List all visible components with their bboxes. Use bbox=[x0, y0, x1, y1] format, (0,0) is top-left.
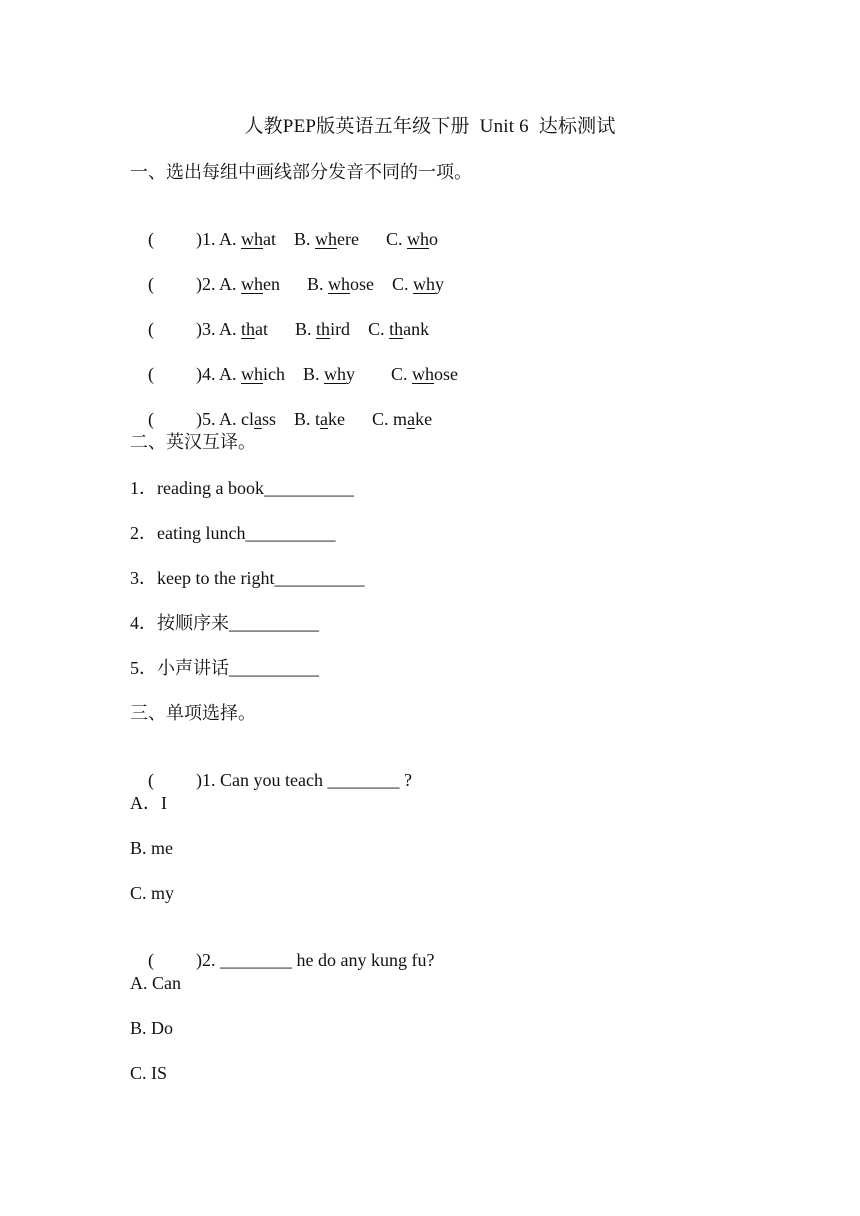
choice-q2-option-c: C. IS bbox=[130, 1063, 168, 1083]
choice-q2-option-b: B. Do bbox=[130, 1018, 174, 1038]
translation-item-1: 1．reading a book__________ bbox=[130, 478, 354, 498]
section-3-heading: 三、单项选择。 bbox=[130, 703, 256, 723]
phonics-question-5: ( )5. A. class B. take C. make bbox=[148, 409, 433, 429]
page-title: 人教PEP版英语五年级下册 Unit 6 达标测试 bbox=[244, 116, 616, 137]
choice-q1-option-c: C. my bbox=[130, 883, 175, 903]
choice-q1-option-b: B. me bbox=[130, 838, 173, 858]
translation-item-5: 5．小声讲话__________ bbox=[130, 658, 319, 678]
phonics-question-1: ( )1. A. what B. where C. who bbox=[148, 229, 439, 249]
phonics-question-3: ( )3. A. that B. third C. thank bbox=[148, 319, 430, 339]
translation-item-2: 2．eating lunch__________ bbox=[130, 523, 336, 543]
choice-q1-option-a: A．I bbox=[130, 793, 167, 813]
choice-question-2: ( )2. ________ he do any kung fu? bbox=[148, 950, 435, 970]
translation-item-4: 4．按顺序来__________ bbox=[130, 613, 319, 633]
choice-q2-option-a: A. Can bbox=[130, 973, 181, 993]
section-1-heading: 一、选出每组中画线部分发音不同的一项。 bbox=[130, 162, 472, 182]
section-2-heading: 二、英汉互译。 bbox=[130, 432, 256, 452]
phonics-question-2: ( )2. A. when B. whose C. why bbox=[148, 274, 445, 294]
translation-item-3: 3．keep to the right__________ bbox=[130, 568, 365, 588]
phonics-question-4: ( )4. A. which B. why C. whose bbox=[148, 364, 459, 384]
choice-question-1: ( )1. Can you teach ________ ? bbox=[148, 770, 412, 790]
